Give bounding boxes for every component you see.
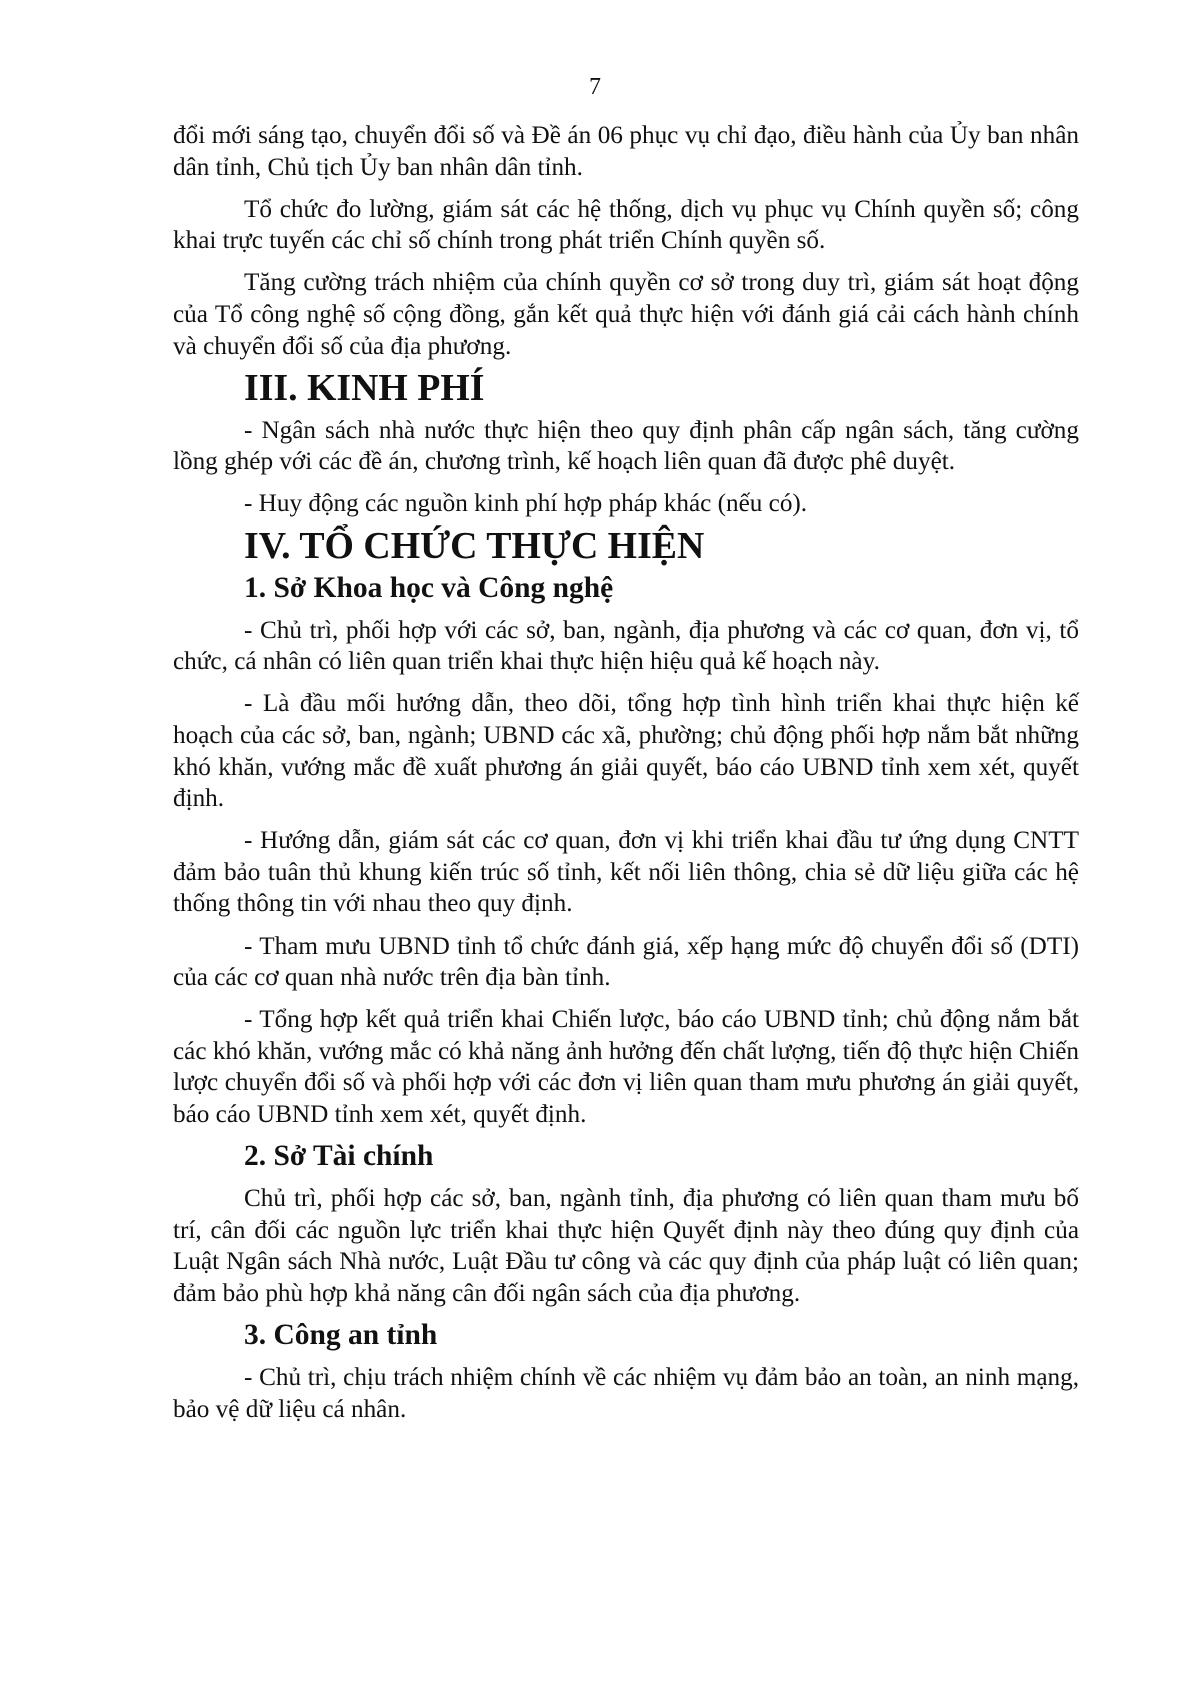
document-body [173,120,1079,1436]
heading-subsection-1: 1. Sở Khoa học và Công nghệ [244,571,614,604]
paragraph-local-responsibility: Tăng cường trách nhiệm của chính quyền cơ sở trong duy trì, giám sát hoạt động của Tổ công nghệ số cộng đồng, gắn kết quả thực hiện với đánh giá cải cách hành chính và chuyển đổi số của địa phương. [173,269,1079,360]
paragraph-continuation: đổi mới sáng tạo, chuyển đổi số và Đề án 06 phục vụ chỉ đạo, điều hành của Ủy ban nhân dân tỉnh, Chủ tịch Ủy ban nhân dân tỉnh. [173,122,1079,181]
paragraph-finance: Chủ trì, phối hợp các sở, ban, ngành tỉnh, địa phương có liên quan tham mưu bố trí, cân đối các nguồn lực triển khai thực hiện Quyết định này theo đúng quy định của Luật Ngân sách Nhà nước, Luật Đầu tư công và các quy định của pháp luật có liên quan; đảm bảo phù hợp khả năng cân đối ngân sách của địa phương. [173,1185,1079,1307]
paragraph-dost-focal: - Là đầu mối hướng dẫn, theo dõi, tổng hợp tình hình triển khai thực hiện kế hoạch của các sở, ban, ngành; UBND các xã, phường; chủ động phối hợp nắm bắt những khó khăn, vướng mắc đề xuất phương án giải quyết, báo cáo UBND tỉnh xem xét, quyết định. [173,690,1079,813]
page-number: 7 [589,74,601,100]
paragraph-monitoring: Tổ chức đo lường, giám sát các hệ thống, dịch vụ phục vụ Chính quyền số; công khai trực tuyến các chỉ số chính trong phát triển Chính quyền số. [173,195,1079,255]
paragraph-dost-dti: - Tham mưu UBND tỉnh tổ chức đánh giá, xếp hạng mức độ chuyển đổi số (DTI) của các cơ quan nhà nước trên địa bàn tỉnh. [173,932,1079,992]
heading-subsection-3: 3. Công an tỉnh [244,1319,438,1352]
heading-section-iii: III. KINH PHÍ [244,366,485,409]
heading-section-iv: IV. TỔ CHỨC THỰC HIỆN [244,524,705,567]
paragraph-dost-lead: - Chủ trì, phối hợp với các sở, ban, ngành, địa phương và các cơ quan, đơn vị, tổ chức, cá nhân có liên quan triển khai thực hiện hiệu quả kế hoạch này. [173,616,1079,676]
paragraph-budget-other: - Huy động các nguồn kinh phí hợp pháp khác (nếu có). [244,490,808,518]
heading-subsection-2: 2. Sở Tài chính [244,1140,434,1173]
paragraph-dost-summary: - Tổng hợp kết quả triển khai Chiến lược, báo cáo UBND tỉnh; chủ động nắm bắt các khó khăn, vướng mắc có khả năng ảnh hưởng đến chất lượng, tiến độ thực hiện Chiến lược chuyển đổi số và phối hợp với các đơn vị liên quan tham mưu phương án giải quyết, báo cáo UBND tỉnh xem xét, quyết định. [173,1006,1079,1129]
paragraph-budget-state: - Ngân sách nhà nước thực hiện theo quy định phân cấp ngân sách, tăng cường lồng ghép với các đề án, chương trình, kế hoạch liên quan đã được phê duyệt. [173,416,1079,476]
paragraph-police: - Chủ trì, chịu trách nhiệm chính về các nhiệm vụ đảm bảo an toàn, an ninh mạng, bảo vệ dữ liệu cá nhân. [173,1364,1079,1423]
paragraph-dost-guidance: - Hướng dẫn, giám sát các cơ quan, đơn vị khi triển khai đầu tư ứng dụng CNTT đảm bảo tuân thủ khung kiến trúc số tỉnh, kết nối liên thông, chia sẻ dữ liệu giữa các hệ thống thông tin với nhau theo quy định. [173,827,1079,918]
